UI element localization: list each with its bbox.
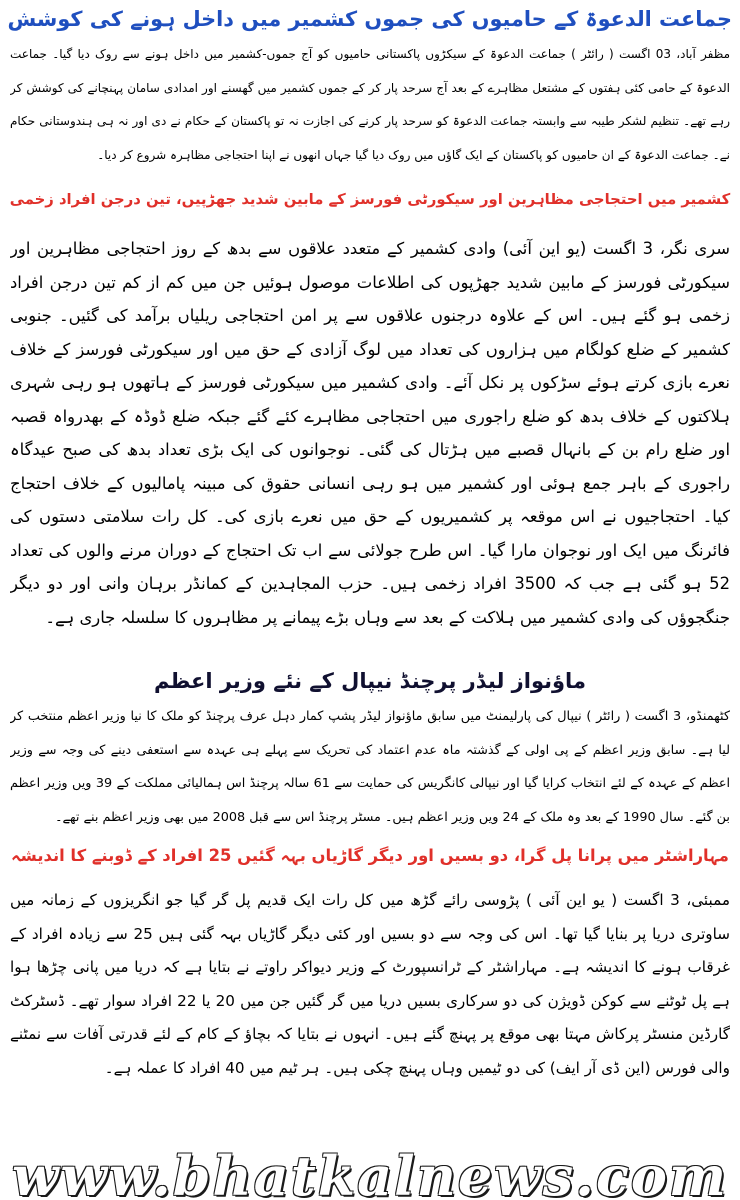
- article-body-kashmir-clashes: سری نگر، 3 اگست (یو این آئی) وادی کشمیر کے متعدد علاقوں سے بدھ کے روز احتجاجی مظاہرین اور سیکورٹی فورسز کے مابین شدید جھڑپوں کی اطلاعات موصول ہوئیں جن میں کم از کم تین درجن افراد زخمی ہو گئے ہیں۔ اس کے علاوہ درجنوں علاقوں سے پر امن احتجاجی ریلیاں برآمد کی گئیں۔ جنوبی کشمیر کے ضلع کولگام میں ہزاروں کی تعداد میں لوگ آزادی کے حق میں اور سیکورٹی فورسز کے خلاف نعرے بازی کرتے ہوئے سڑکوں پر نکل آئے۔ وادی کشمیر میں سیکورٹی فورسز کے ہاتھوں ہو رہی شہری ہلاکتوں کے خلاف بدھ کو ضلع راجوری میں احتجاجی مظاہرے کئے گئے جبکہ ضلع ڈوڈہ کے بھدرواہ قصبہ اور ضلع رام بن کے بانہال قصبے میں ہڑتال کی گئی۔ نوجوانوں کی ایک بڑی تعداد بدھ کی صبح عیدگاہ راجوری کے باہر جمع ہوئی اور کشمیر میں ہو رہی انسانی حقوق کی مبینہ پامالیوں کے خلاف احتجاج کیا۔ احتجاجیوں نے اس موقعہ پر کشمیریوں کے حق میں نعرے بازی کی۔ کل رات سلامتی دستوں کی فائرنگ میں ایک اور نوجوان مارا گیا۔ اس طرح جولائی سے اب تک احتجاج کے دوران مرنے والوں کی تعداد 52 ہو گئی ہے جب کہ 3500 افراد زخمی ہیں۔ حزب المجاہدین کے کمانڈر برہان وانی اور دو دیگر جنگجوؤں کی وادی کشمیر میں ہلاکت کے بعد سے وہاں بڑے پیمانے پر مظاہروں کا سلسلہ جاری ہے۔: [10, 239, 730, 627]
- headline-nepal-prime-minister: ماؤنواز لیڈر پرچنڈ نیپال کے نئے وزیر اعظم: [154, 669, 586, 693]
- article-body-maharashtra-bridge: ممبئی، 3 اگست ( یو این آئی ) پڑوسی رائے گڑھ میں کل رات ایک قدیم پل گر گیا جو انگریزوں کے زمانہ میں ساوتری دریا پر بنایا گیا تھا۔ اس کی وجہ سے دو بسیں اور کئی دیگر گاڑیاں بہہ گئی ہیں 25 سے زیادہ افراد کے غرقاب ہونے کا اندیشہ ہے۔ مہاراشٹر کے ٹرانسپورٹ کے وزیر دیواکر راوتے نے بتایا ہے کہ دریا میں پانی چڑھا ہوا ہے پل ٹوٹنے سے کوکن ڈویژن کی دو سرکاری بسیں دریا میں گر گئیں جن میں 20 یا 22 افراد سوار تھے۔ ڈسٹرکٹ گارڈین منسٹر پرکاش مہتا بھی موقع پر پہنچ گئے ہیں۔ انہوں نے بتایا کہ بچاؤ کے کام کے لئے قدرتی آفات سے نمٹنے والی فورس (این ڈی آر ایف) کی دو ٹیمیں وہاں پہنچ چکی ہیں۔ ہر ٹیم میں 40 افراد کا عملہ ہے۔: [10, 891, 730, 1077]
- site-watermark: www.bhatkalnews.com: [11, 1152, 729, 1200]
- article-body-jamaat-ud-dawa: مظفر آباد، 03 اگست ( رائٹر ) جماعت الدعوۃ کے سیکڑوں پاکستانی حامیوں کو آج جموں-کشمیر میں داخل ہونے سے روک دیا گیا۔ جماعت الدعوۃ کے حامی کئی ہفتوں کے مشتعل مظاہرے کے بعد آج سرحد پار کر کے جموں کشمیر میں گھسنے اور امدادی سامان پہنچانے کی کوشش کر رہے تھے۔ تنظیم لشکر طیبہ سے وابستہ جماعت الدعوۃ کو سرحد پار کرنے کی اجازت نہ تو پاکستان کے حکام نے دی اور نہ ہی ہندوستانی حکام نے۔ جماعت الدعوۃ کے ان حامیوں کو پاکستان کے ایک گاؤں میں روک دیا گیا جہاں انھوں نے اپنا احتجاجی مظاہرہ شروع کر دیا۔: [10, 47, 730, 162]
- headline-kashmir-clashes: کشمیر میں احتجاجی مظاہرین اور سیکورٹی فورسز کے مابین شدید جھڑپیں، تین درجن افراد زخمی: [9, 191, 731, 208]
- article-body-nepal-prime-minister: کٹھمنڈو، 3 اگست ( رائٹر ) نیپال کی پارلیمنٹ میں سابق ماؤنواز لیڈر پشپ کمار دہل عرف پرچنڈ کو ملک کا نیا وزیر اعظم منتخب کر لیا ہے۔ سابق وزیر اعظم کے پی اولی کے گذشتہ ماہ عدم اعتماد کی تحریک سے پہلے ہی عہدہ سے استعفی دینے کی وجہ سے وزیر اعظم کے عہدہ کے لئے انتخاب کرایا گیا اور نیپالی کانگریس کی حمایت سے 61 سالہ پرچنڈ اس ہمالیائی مملکت کے 39 ویں وزیر اعظم بن گئے۔ سال 1990 کے بعد وہ ملک کے 24 ویں وزیر اعظم ہیں۔ مسٹر پرچنڈ اس سے قبل 2008 میں بھی وزیر اعظم بنے تھے۔: [10, 709, 730, 825]
- headline-jamaat-ud-dawa: جماعت الدعوۃ کے حامیوں کی جموں کشمیر میں داخل ہونے کی کوشش: [8, 7, 732, 31]
- headline-maharashtra-bridge: مہاراشٹر میں پرانا پل گرا، دو بسیں اور دیگر گاڑیاں بہہ گئیں 25 افراد کے ڈوبنے کا اندیشہ: [11, 846, 729, 865]
